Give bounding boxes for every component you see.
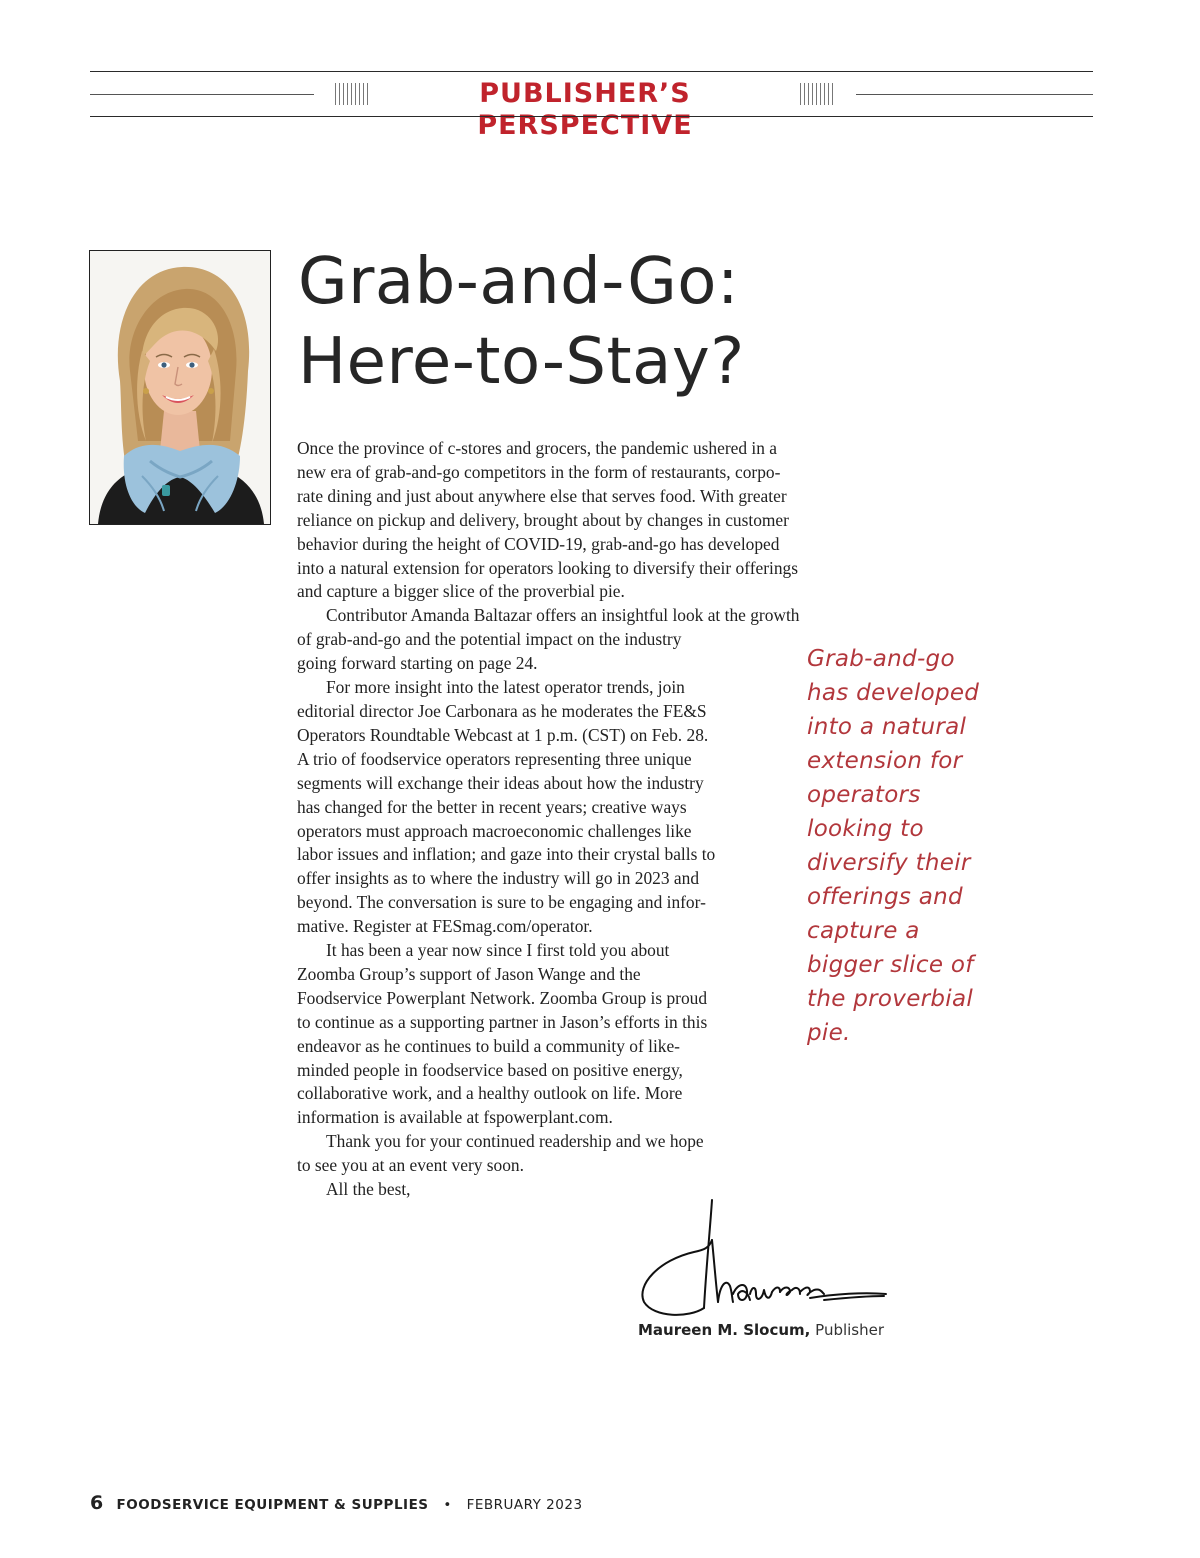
body-line: reliance on pickup and delivery, brought about by changes in customer [297,509,789,530]
body-line: A trio of foodservice operators representing three unique [297,748,692,769]
pull-quote-line: the proverbial [807,986,974,1012]
header-right-line [856,94,1093,95]
body-line: segments will exchange their ideas about how the industry [297,772,704,793]
body-line: Once the province of c-stores and grocers, the pandemic ushered in a [297,438,777,458]
header-left-line [90,94,314,95]
body-line: new era of grab-and-go competitors in the form of restaurants, corpo- [297,461,781,482]
footer-separator: • [443,1497,452,1513]
publisher-title: Publisher [815,1321,885,1339]
headline-line-1: Grab-and-Go: [298,245,739,319]
pull-quote-line: looking to [807,816,924,842]
body-line: behavior during the height of COVID-19, grab-and-go has developed [297,533,780,554]
issue-date: FEBRUARY 2023 [466,1497,583,1513]
body-line: and capture a bigger slice of the proverbial pie. [297,581,625,602]
body-line: to see you at an event very soon. [297,1155,524,1176]
body-line: It has been a year now since I first told you about [326,940,670,961]
article-headline [298,242,918,402]
body-line: going forward starting on page 24. [297,653,538,674]
body-line: editorial director Joe Carbonara as he moderates the FE&S [297,700,707,721]
header-top-rule [90,71,1093,72]
body-line: All the best, [326,1179,411,1200]
body-line: mative. Register at FESmag.com/operator. [297,916,593,937]
body-line: endeavor as he continues to build a community of like- [297,1035,680,1056]
pull-quote-line: into a natural [807,714,967,740]
body-line: operators must approach macroeconomic challenges like [297,820,692,841]
body-line: labor issues and inflation; and gaze into their crystal balls to [297,844,716,865]
body-line: Thank you for your continued readership and we hope [326,1131,704,1152]
pull-quote-line: extension for [807,748,963,774]
pull-quote-line: offerings and [807,884,963,910]
body-line: collaborative work, and a healthy outlook on life. More [297,1083,683,1104]
publisher-portrait [89,250,271,525]
pull-quote-line: has developed [807,680,980,706]
body-line: Foodservice Powerplant Network. Zoomba Group is proud [297,987,708,1008]
page-number: 6 [90,1492,104,1514]
publisher-name: Maureen M. Slocum, [638,1321,811,1339]
header-left-bars [335,83,368,105]
body-line: information is available at fspowerplant.com. [297,1107,613,1128]
body-line: of grab-and-go and the potential impact on the industry [297,629,682,650]
section-title: PUBLISHER’S PERSPECTIVE [477,78,693,141]
pull-quote-line: capture a [807,918,920,944]
pull-quote-line: Grab-and-go [807,646,955,672]
signature-caption [638,1321,884,1339]
body-line: rate dining and just about anywhere else that serves food. With greater [297,485,787,506]
article-body [297,437,799,1202]
pull-quote-line: pie. [807,1020,851,1046]
section-header [90,78,1093,141]
body-line: Contributor Amanda Baltazar offers an insightful look at the growth [326,605,800,626]
body-line: into a natural extension for operators looking to diversify their offerings [297,557,798,578]
pull-quote-line: operators [807,782,921,808]
headline-line-2: Here-to-Stay? [298,325,745,399]
body-line: beyond. The conversation is sure to be engaging and infor- [297,892,706,913]
body-line: minded people in foodservice based on positive energy, [297,1059,683,1080]
page-footer [90,1492,583,1514]
header-right-bars [800,83,833,105]
pull-quote [807,642,997,1050]
body-line: For more insight into the latest operator trends, join [326,677,685,698]
body-line: offer insights as to where the industry will go in 2023 and [297,868,700,889]
pull-quote-line: bigger slice of [807,952,974,978]
body-line: Operators Roundtable Webcast at 1 p.m. (CST) on Feb. 28. [297,724,709,745]
header-bottom-rule [90,116,1093,117]
publication-name: FOODSERVICE EQUIPMENT & SUPPLIES [116,1497,429,1513]
body-line: has changed for the better in recent years; creative ways [297,796,687,817]
handwritten-signature [634,1190,894,1320]
body-line: Zoomba Group’s support of Jason Wange and the [297,963,641,984]
pull-quote-line: diversify their [807,850,971,876]
body-line: to continue as a supporting partner in Jason’s efforts in this [297,1011,708,1032]
